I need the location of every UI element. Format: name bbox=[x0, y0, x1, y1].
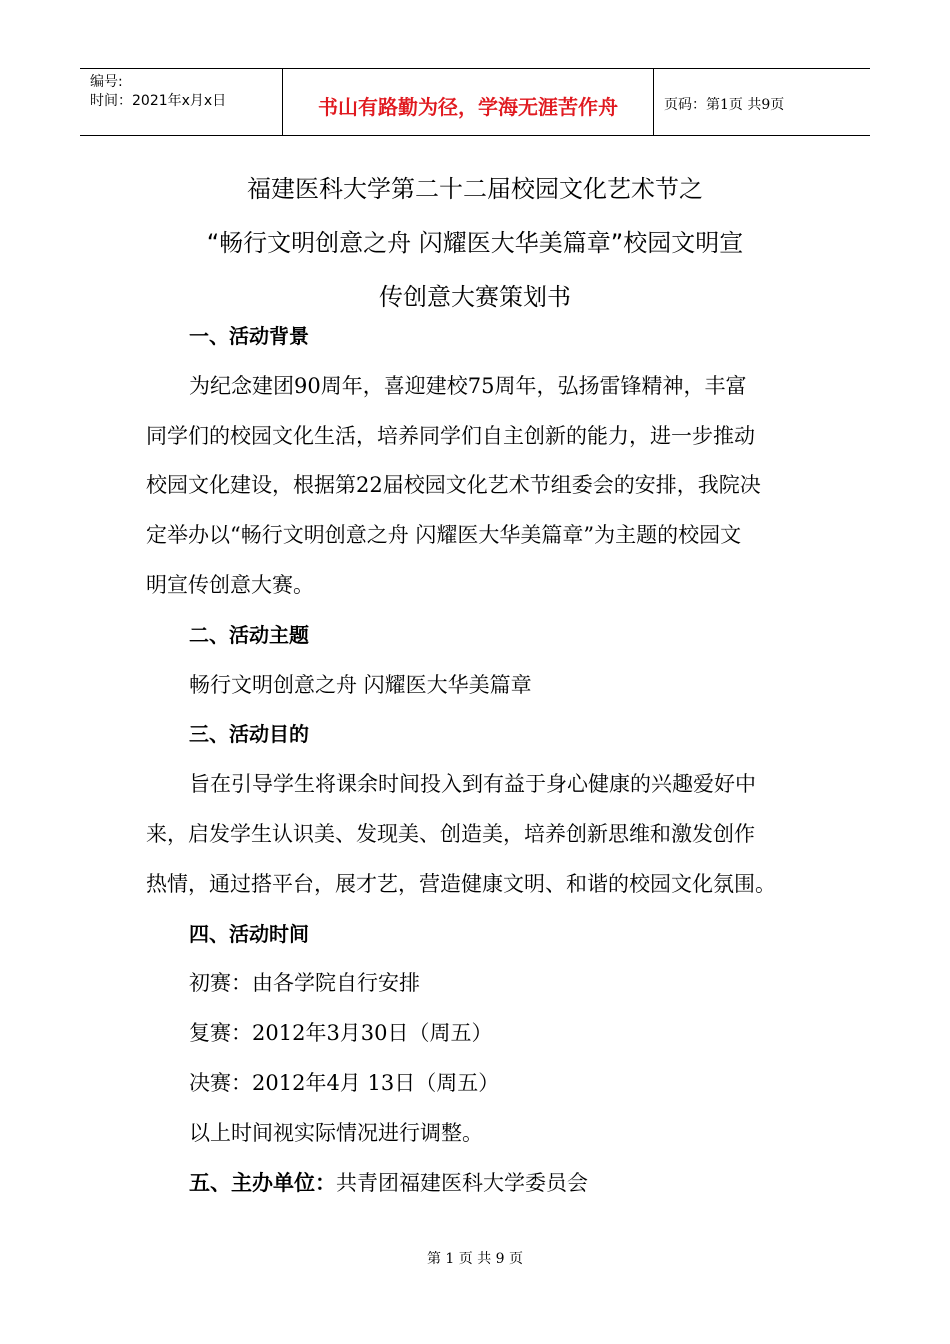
document-number-label: 编号: bbox=[90, 74, 123, 90]
title-line-1: 福建医科大学第二十二届校园文化艺术节之 bbox=[247, 175, 703, 203]
header-motto: 书山有路勤为径，学海无涯苦作舟 bbox=[282, 69, 654, 135]
schedule-line: 以上时间视实际情况进行调整。 bbox=[189, 1120, 483, 1145]
paragraph-line: 旨在引导学生将课余时间投入到有益于身心健康的兴趣爱好中 bbox=[189, 772, 756, 797]
schedule-line: 复赛：2012年3月30日（周五） bbox=[189, 1021, 493, 1046]
section-heading-time: 四、活动时间 bbox=[189, 921, 309, 946]
paragraph-line: 为纪念建团90周年，喜迎建校75周年，弘扬雷锋精神，丰富 bbox=[189, 373, 747, 398]
paragraph-line: 热情，通过搭平台，展才艺，营造健康文明、和谐的校园文化氛围。 bbox=[146, 871, 776, 896]
page-header bbox=[80, 68, 870, 136]
organizer-label: 五、主办单位： bbox=[189, 1170, 336, 1195]
header-page-info: 页码：第1页 共9页 bbox=[664, 97, 785, 113]
document-title bbox=[0, 162, 950, 324]
title-line-2: “畅行文明创意之舟 闪耀医大华美篇章”校园文明宣 bbox=[206, 229, 744, 257]
document-body bbox=[146, 312, 826, 1208]
paragraph-line: 定举办以“畅行文明创意之舟 闪耀医大华美篇章”为主题的校园文 bbox=[146, 523, 742, 548]
paragraph-line: 同学们的校园文化生活，培养同学们自主创新的能力，进一步推动 bbox=[146, 423, 755, 448]
section-heading-purpose: 三、活动目的 bbox=[189, 722, 309, 747]
organizer-value: 共青团福建医科大学委员会 bbox=[336, 1170, 588, 1195]
schedule-line: 决赛：2012年4月 13日（周五） bbox=[189, 1070, 500, 1095]
title-line-3: 传创意大赛策划书 bbox=[379, 283, 571, 311]
paragraph-line: 明宣传创意大赛。 bbox=[146, 572, 314, 597]
paragraph-line: 来，启发学生认识美、发现美、创造美，培养创新思维和激发创作 bbox=[146, 821, 755, 846]
section-heading-theme: 二、活动主题 bbox=[189, 622, 309, 647]
section-organizer bbox=[146, 1159, 826, 1209]
section-heading-background: 一、活动背景 bbox=[189, 324, 309, 348]
paragraph-line: 校园文化建设，根据第22届校园文化艺术节组委会的安排，我院决 bbox=[146, 473, 761, 498]
paragraph-line: 畅行文明创意之舟 闪耀医大华美篇章 bbox=[189, 672, 532, 697]
schedule-line: 初赛：由各学院自行安排 bbox=[189, 971, 420, 996]
page-footer: 第 1 页 共 9 页 bbox=[426, 1251, 524, 1267]
header-left-cell bbox=[80, 69, 282, 135]
document-time-label: 时间：2021年x月x日 bbox=[90, 93, 227, 109]
